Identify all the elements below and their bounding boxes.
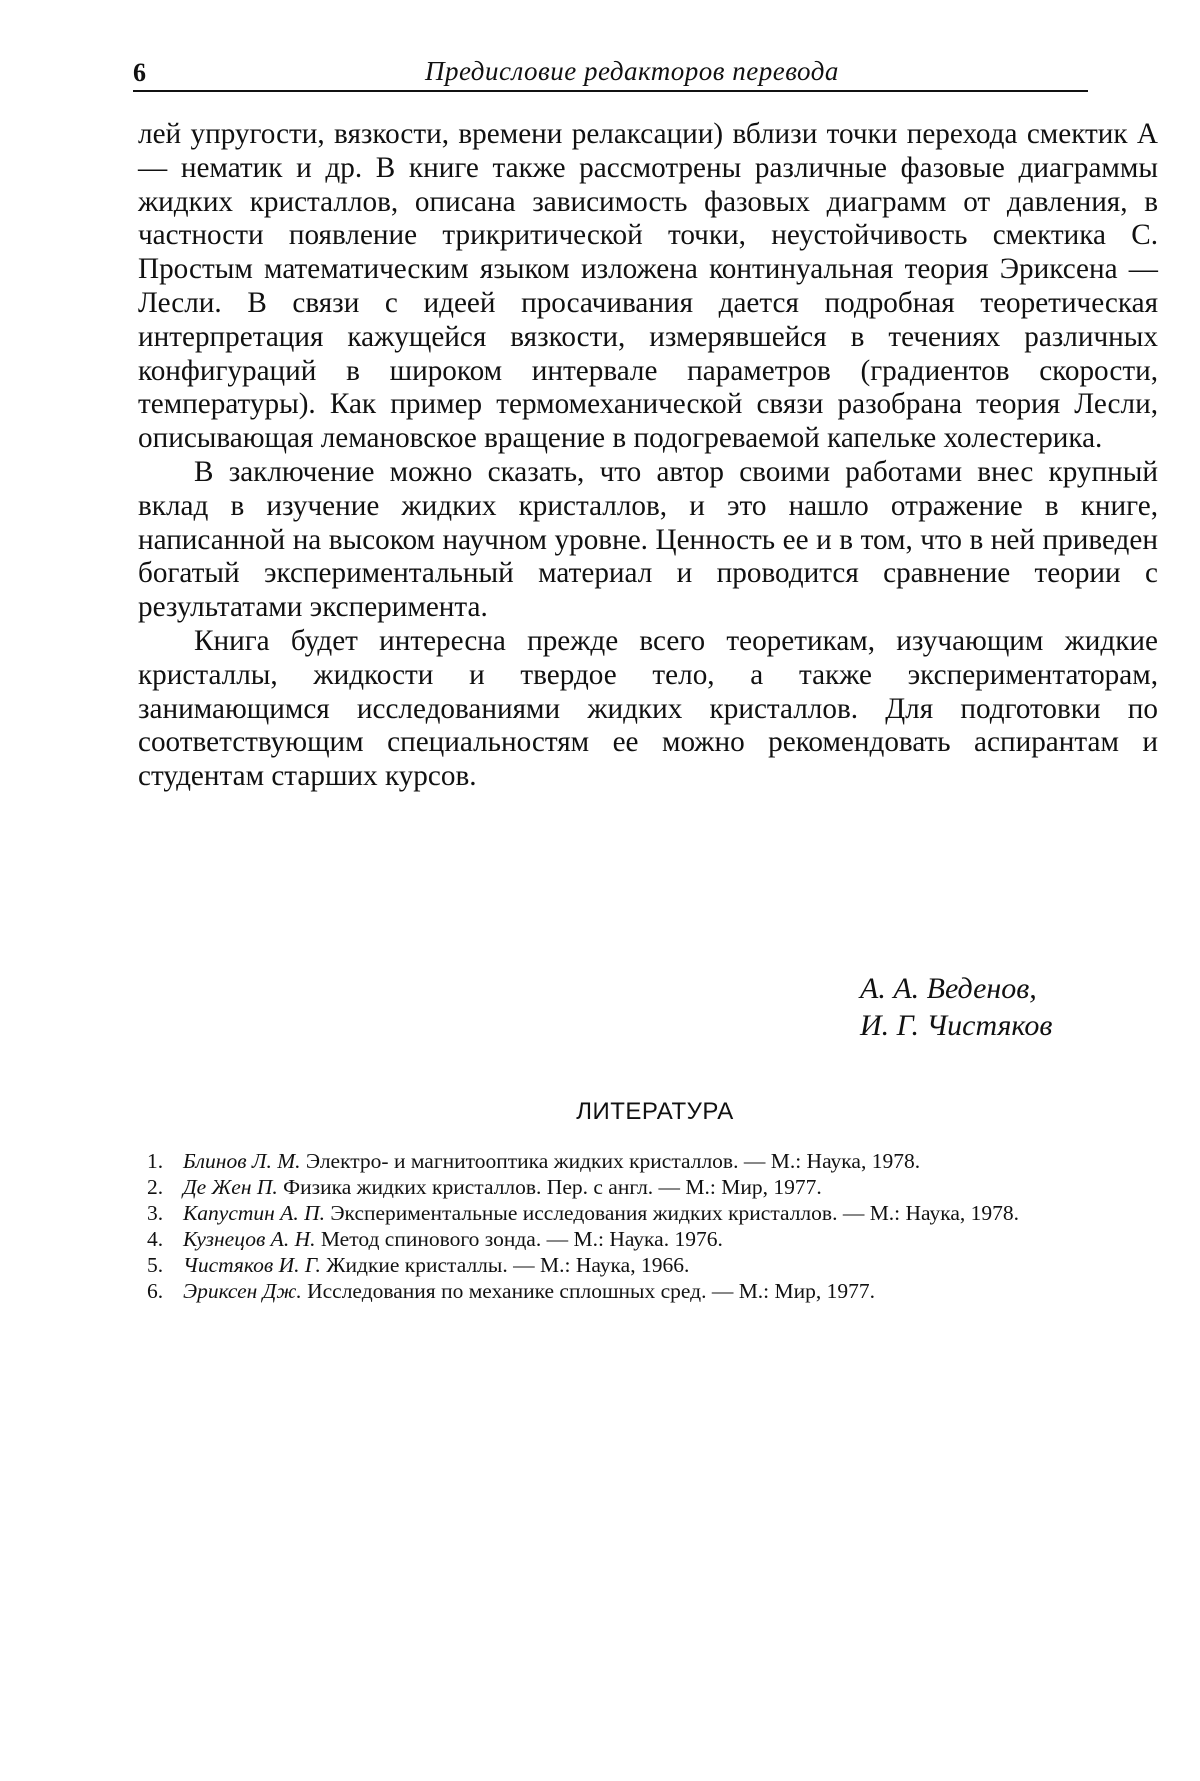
reference-number: 4. [147,1227,164,1251]
reference-number: 2. [147,1175,164,1199]
editors-signature [860,970,1160,1044]
reference-item [147,1278,1159,1304]
references-list [147,1148,1159,1304]
reference-number: 1. [147,1149,164,1173]
reference-text [183,1278,1159,1304]
paragraph: В заключение можно сказать, что автор своими работами внес крупный вклад в изучение жидких кристаллов, и это нашло отражение в книге, написанной на высоком научном уровне. Ценность ее и в том, что в ней приведен богатый экспериментальный материал и проводится сравнение теории с результатами эксперимента. [138,455,1158,624]
reference-title: Экспериментальные исследования жидких кристаллов. — М.: Наука, 1978. [324,1201,1020,1225]
reference-text [183,1200,1159,1226]
running-head [133,50,1088,94]
reference-number: 5. [147,1253,164,1277]
reference-item [147,1252,1159,1278]
reference-title: Исследования по механике сплошных сред. — М.: Мир, 1977. [301,1279,876,1303]
reference-author: Эриксен Дж. [183,1279,302,1303]
reference-author: Де Жен П. [183,1175,278,1199]
running-title: Предисловие редакторов перевода [425,56,839,86]
reference-text [183,1252,1159,1278]
paragraph: Книга будет интересна прежде всего теоретикам, изучающим жидкие кристаллы, жидкости и твердое тело, а также экспериментаторам, занимающимся исследованиями жидких кристаллов. Для подготовки по соответствующим специальностям ее можно рекомендовать аспирантам и студентам старших курсов. [138,624,1158,793]
reference-author: Капустин А. П. [183,1201,325,1225]
reference-text [183,1148,1159,1174]
reference-number: 3. [147,1201,164,1225]
reference-title: Физика жидких кристаллов. Пер. с англ. — М.: Мир, 1977. [277,1175,822,1199]
reference-author: Кузнецов А. Н. [183,1227,316,1251]
signature-line: А. А. Веденов, [860,972,1037,1005]
reference-number: 6. [147,1279,164,1303]
reference-text [183,1174,1159,1200]
reference-text [183,1226,1159,1252]
reference-author: Блинов Л. М. [183,1149,301,1173]
reference-author: Чистяков И. Г. [183,1253,321,1277]
paragraph: лей упругости, вязкости, времени релаксации) вблизи точки перехода смектик А — нематик и др. В книге также рассмотрены различные фазовые диаграммы жидких кристаллов, описана зависимость фазовых диаграмм от давления, в частности появление трикритической точки, неустойчивость смектика С. Простым математическим языком изложена континуальная теория Эриксена — Лесли. В связи с идеей просачивания дается подробная теоретическая интерпретация кажущейся вязкости, измерявшейся в течениях различных конфигураций в широком интервале параметров (градиентов скорости, температуры). Как пример термомеханической связи разобрана теория Лесли, описывающая лемановское вращение в подогреваемой капельке холестерика. [138,118,1158,455]
reference-title: Метод спинового зонда. — М.: Наука. 1976. [315,1227,723,1251]
reference-item [147,1174,1159,1200]
references-heading: ЛИТЕРАТУРА [576,1098,734,1125]
signature-line: И. Г. Чистяков [860,1009,1053,1042]
reference-item [147,1226,1159,1252]
page-number: 6 [133,58,146,87]
reference-title: Жидкие кристаллы. — М.: Наука, 1966. [320,1253,690,1277]
reference-item [147,1200,1159,1226]
reference-title: Электро- и магнитооптика жидких кристаллов. — М.: Наука, 1978. [300,1149,921,1173]
reference-item [147,1148,1159,1174]
body-text [138,118,1158,794]
header-rule [133,90,1088,92]
